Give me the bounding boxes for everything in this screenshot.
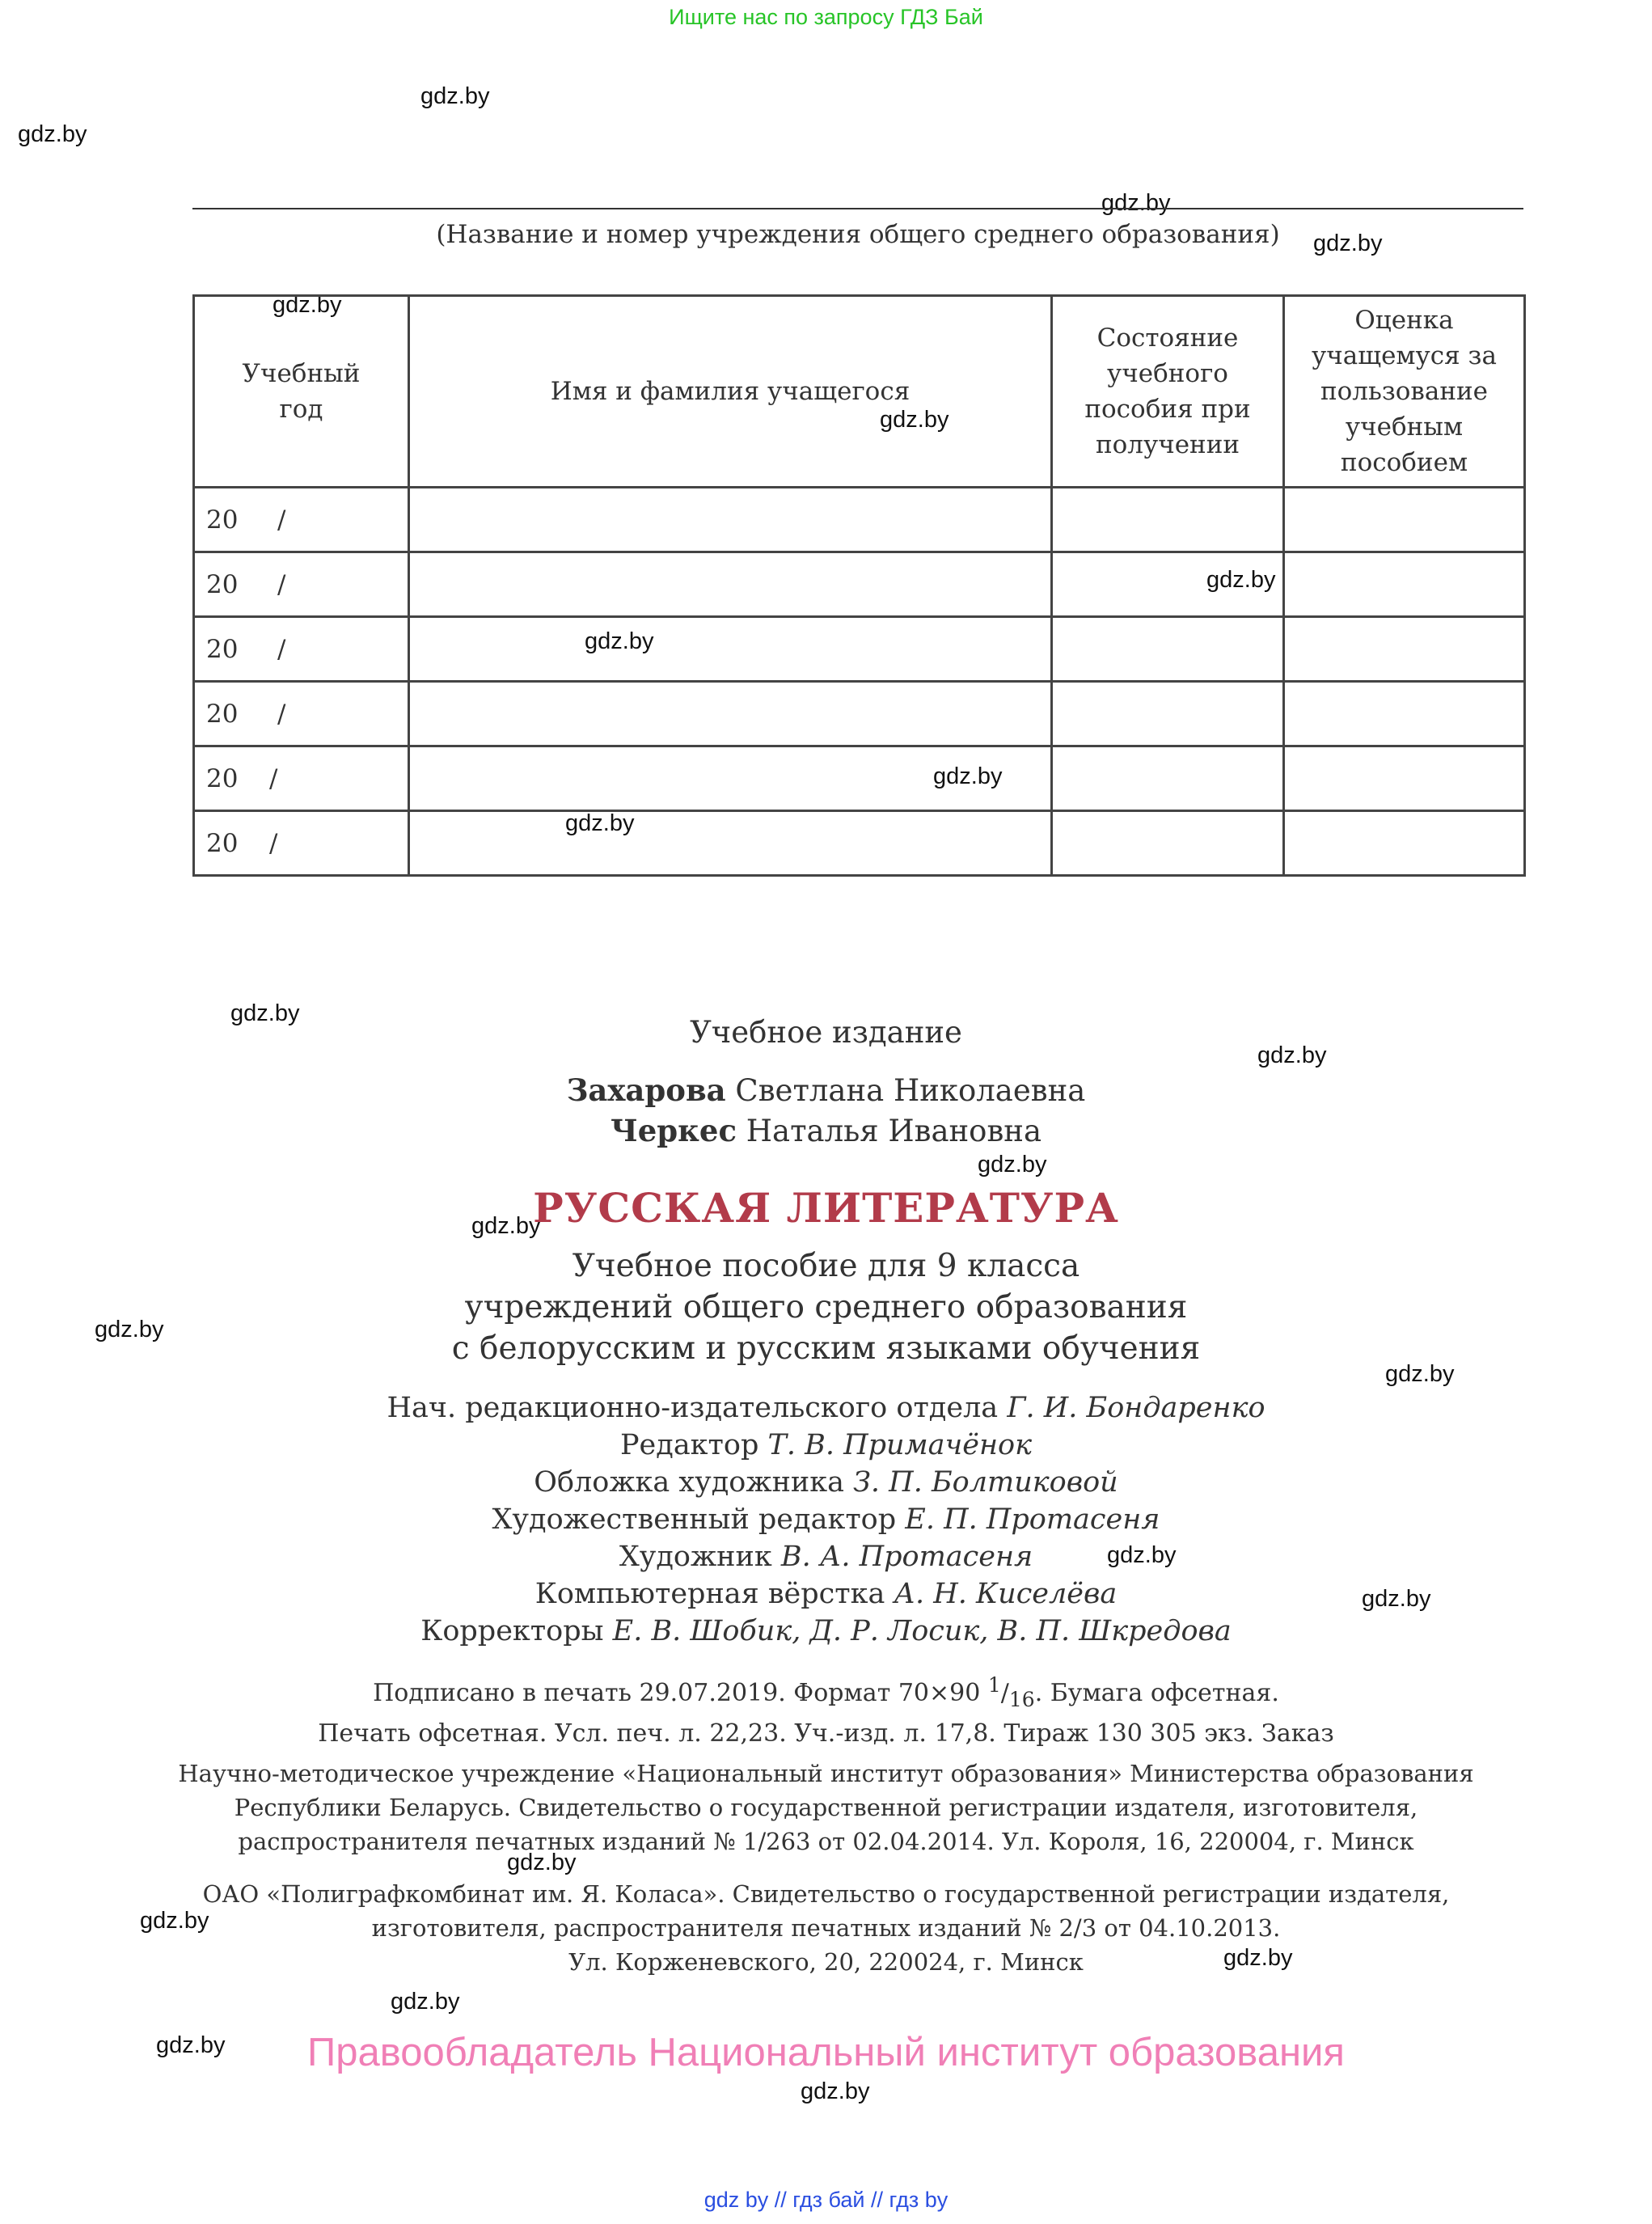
watermark: gdz.by xyxy=(978,1152,1047,1178)
print-info xyxy=(0,1668,1652,1751)
print-info-line: Печать офсетная. Усл. печ. л. 22,23. Уч.-изд. л. 17,8. Тираж 130 305 экз. Заказ xyxy=(318,1719,1334,1748)
student-name-cell xyxy=(409,488,1052,552)
institution-caption: (Название и номер учреждения общего среднего образования) xyxy=(436,220,1280,249)
header-textbook-condition: Состояние учебного пособия при получении xyxy=(1052,296,1284,488)
watermark: gdz.by xyxy=(1223,1945,1293,1971)
condition-cell xyxy=(1052,488,1284,552)
watermark: gdz.by xyxy=(140,1908,209,1934)
bottom-links[interactable]: gdz by // гдз бай // гдз by xyxy=(703,2188,949,2212)
student-name-cell xyxy=(409,811,1052,876)
credit-line: Обложка художника З. П. Болтиковой xyxy=(534,1466,1118,1499)
watermark: gdz.by xyxy=(585,628,654,654)
publisher-line: Научно-методическое учреждение «Национальный институт образования» Министерства образования xyxy=(178,1760,1474,1787)
credit-line: Корректоры Е. В. Шобик, Д. Р. Лосик, В. П. Шкредова xyxy=(420,1615,1232,1647)
year-cell: 20 / xyxy=(194,488,409,552)
watermark: gdz.by xyxy=(156,2032,226,2058)
watermark: gdz.by xyxy=(1107,1542,1177,1568)
student-name-cell xyxy=(409,746,1052,811)
subtitle-line: с белорусским и русским языками обучения xyxy=(451,1330,1201,1367)
watermark: gdz.by xyxy=(18,121,87,147)
author-2 xyxy=(0,1113,1652,1148)
condition-cell xyxy=(1052,617,1284,682)
publisher-line: распространителя печатных изданий № 1/263 от 02.04.2014. Ул. Короля, 16, 220004, г. Минск xyxy=(238,1828,1414,1855)
printer-line: ОАО «Полиграфкомбинат им. Я. Коласа». Свидетельство о государственной регистрации издателя, xyxy=(202,1880,1450,1908)
watermark: gdz.by xyxy=(1257,1042,1327,1068)
watermark: gdz.by xyxy=(420,83,490,109)
top-banner[interactable]: Ищите нас по запросу ГДЗ Бай xyxy=(669,5,983,29)
author-1 xyxy=(0,1072,1652,1108)
watermark: gdz.by xyxy=(1362,1586,1431,1612)
table-row xyxy=(194,552,1525,617)
header-student-grade: Оценка учащемуся за пользование учебным пособием xyxy=(1284,296,1525,488)
year-cell: 20 / xyxy=(194,552,409,617)
credits-block xyxy=(0,1389,1652,1650)
rights-notice: Правообладатель Национальный институт образования xyxy=(307,2031,1345,2074)
credit-line: Нач. редакционно-издательского отдела Г. И. Бондаренко xyxy=(387,1392,1265,1424)
watermark: gdz.by xyxy=(565,810,635,836)
credit-line: Художник В. А. Протасеня xyxy=(619,1541,1033,1573)
condition-cell xyxy=(1052,682,1284,746)
watermark: gdz.by xyxy=(933,763,1003,789)
grade-cell xyxy=(1284,746,1525,811)
condition-cell xyxy=(1052,746,1284,811)
table-row xyxy=(194,682,1525,746)
grade-cell xyxy=(1284,552,1525,617)
table-row xyxy=(194,488,1525,552)
student-name-cell xyxy=(409,552,1052,617)
grade-cell xyxy=(1284,682,1525,746)
watermark: gdz.by xyxy=(1206,567,1276,593)
year-cell: 20 / xyxy=(194,746,409,811)
author-surname: Черкес xyxy=(610,1113,737,1148)
header-student-name: Имя и фамилия учащегося xyxy=(409,296,1052,488)
student-name-cell xyxy=(409,682,1052,746)
year-cell: 20 / xyxy=(194,617,409,682)
watermark: gdz.by xyxy=(1313,230,1383,256)
condition-cell xyxy=(1052,811,1284,876)
watermark: gdz.by xyxy=(95,1317,164,1342)
student-name-cell xyxy=(409,617,1052,682)
author-given-names: Светлана Николаевна xyxy=(735,1073,1086,1108)
institution-fill-line xyxy=(192,208,1523,209)
credit-line: Художественный редактор Е. П. Протасеня xyxy=(492,1503,1160,1536)
table-header-row xyxy=(194,296,1525,488)
year-cell: 20 / xyxy=(194,682,409,746)
table-row xyxy=(194,746,1525,811)
watermark: gdz.by xyxy=(273,292,342,318)
edition-type: Учебное издание xyxy=(690,1015,962,1050)
author-given-names: Наталья Ивановна xyxy=(746,1114,1041,1148)
condition-cell xyxy=(1052,552,1284,617)
author-surname: Захарова xyxy=(566,1072,726,1108)
print-info-line: Подписано в печать 29.07.2019. Формат 70×90 $^1/_{16}$. Бумага офсетная. xyxy=(373,1673,1279,1711)
subtitle-line: Учебное пособие для 9 класса xyxy=(572,1248,1080,1284)
watermark: gdz.by xyxy=(1385,1361,1455,1387)
watermark: gdz.by xyxy=(471,1213,541,1239)
watermark: gdz.by xyxy=(1101,190,1171,216)
header-school-year: Учебный год xyxy=(194,296,409,488)
printer-line: изготовителя, распространителя печатных изданий № 2/3 от 04.10.2013. xyxy=(371,1914,1281,1942)
book-title: РУССКАЯ ЛИТЕРАТУРА xyxy=(533,1184,1119,1232)
printer-info xyxy=(0,1877,1652,1979)
publisher-info xyxy=(0,1757,1652,1858)
watermark: gdz.by xyxy=(880,407,949,433)
watermark: gdz.by xyxy=(507,1850,577,1875)
credit-line: Компьютерная вёрстка А. Н. Киселёва xyxy=(534,1578,1118,1610)
grade-cell xyxy=(1284,811,1525,876)
credit-line: Редактор Т. В. Примачёнок xyxy=(620,1429,1032,1461)
textbook-register-table xyxy=(192,294,1526,877)
subtitle-line: учреждений общего среднего образования xyxy=(464,1289,1188,1326)
year-cell: 20 / xyxy=(194,811,409,876)
grade-cell xyxy=(1284,617,1525,682)
printer-line: Ул. Корженевского, 20, 220024, г. Минск xyxy=(568,1948,1084,1976)
watermark: gdz.by xyxy=(230,1000,300,1026)
publisher-line: Республики Беларусь. Свидетельство о государственной регистрации издателя, изготовителя, xyxy=(234,1794,1418,1821)
table-row xyxy=(194,811,1525,876)
table-row xyxy=(194,617,1525,682)
watermark: gdz.by xyxy=(391,1989,460,2015)
watermark: gdz.by xyxy=(801,2078,870,2104)
grade-cell xyxy=(1284,488,1525,552)
